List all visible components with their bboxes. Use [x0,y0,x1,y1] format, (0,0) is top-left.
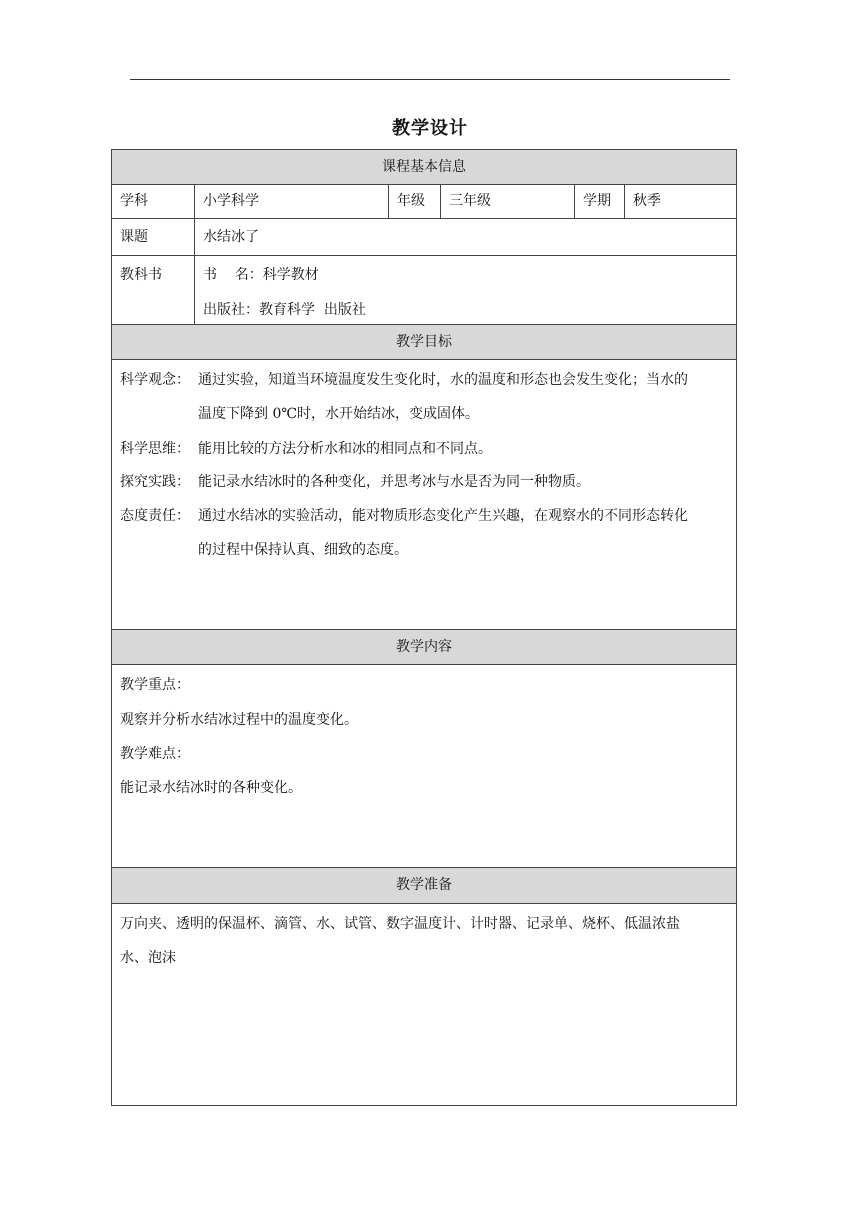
content-header-label: 教学内容 [396,639,452,655]
objective-item-1-line2: 温度下降到 0℃时，水开始结冰，变成固体。 [198,406,480,422]
topic-label: 课题 [120,229,148,245]
objective-item-2-label: 科学思维： [120,441,190,457]
preparation-header [112,868,736,904]
objective-item-4-line1: 通过水结冰的实验活动，能对物质形态变化产生兴趣，在观察水的不同形态转化 [198,508,688,524]
publisher-line: 出版社：教育科学 出版社 [203,302,366,318]
objective-item-1-label: 科学观念： [120,372,190,388]
objective-item-4-line2: 的过程中保持认真、细致的态度。 [198,542,408,558]
objective-item-4-label: 态度责任： [120,508,190,524]
textbook-value-cell [194,256,736,325]
basic-info-header [112,150,736,185]
key-point-label: 教学重点： [120,677,190,693]
topic-label-cell [112,219,194,255]
topic-value: 水结冰了 [203,229,259,245]
term-value: 秋季 [633,193,661,209]
grade-value-cell [440,185,574,218]
objectives-header [112,324,736,360]
term-label-cell [574,185,624,218]
term-label: 学期 [583,193,611,209]
basic-info-header-label: 课程基本信息 [382,159,466,175]
grade-label: 年级 [397,193,425,209]
textbook-label-cell [112,256,194,325]
book-name-line: 书 名：科学教材 [203,267,319,283]
lesson-plan-table [111,149,737,1106]
content-header [112,630,736,665]
objectives-header-label: 教学目标 [396,334,452,350]
objective-item-1-line1: 通过实验，知道当环境温度发生变化时，水的温度和形态也会发生变化；当水的 [198,372,688,388]
subject-label: 学科 [120,193,148,209]
difficulty-text: 能记录水结冰时的各种变化。 [120,780,302,796]
subject-value-cell [194,185,388,218]
topic-value-cell [194,219,736,255]
preparation-line2: 水、泡沫 [120,950,176,966]
preparation-header-label: 教学准备 [396,877,452,893]
subject-value: 小学科学 [203,193,259,209]
preparation-line1: 万向夹、透明的保温杯、滴管、水、试管、数字温度计、计时器、记录单、烧杯、低温浓盐 [120,916,680,932]
subject-row [112,185,736,219]
textbook-label: 教科书 [120,267,162,283]
objectives-body [112,360,736,630]
grade-value: 三年级 [449,193,491,209]
header-rule [130,79,730,80]
subject-label-cell [112,185,194,218]
grade-label-cell [388,185,440,218]
key-point-text: 观察并分析水结冰过程中的温度变化。 [120,712,358,728]
objective-item-3-label: 探究实践： [120,474,190,490]
difficulty-label: 教学难点： [120,746,190,762]
preparation-body [112,904,736,1105]
term-value-cell [624,185,736,218]
document-title: 教学设计 [392,118,468,139]
objective-item-3-line1: 能记录水结冰时的各种变化，并思考冰与水是否为同一种物质。 [198,474,590,490]
topic-row [112,219,736,256]
objective-item-2-line1: 能用比较的方法分析水和冰的相同点和不同点。 [198,441,492,457]
textbook-row [112,256,736,325]
content-body [112,665,736,868]
